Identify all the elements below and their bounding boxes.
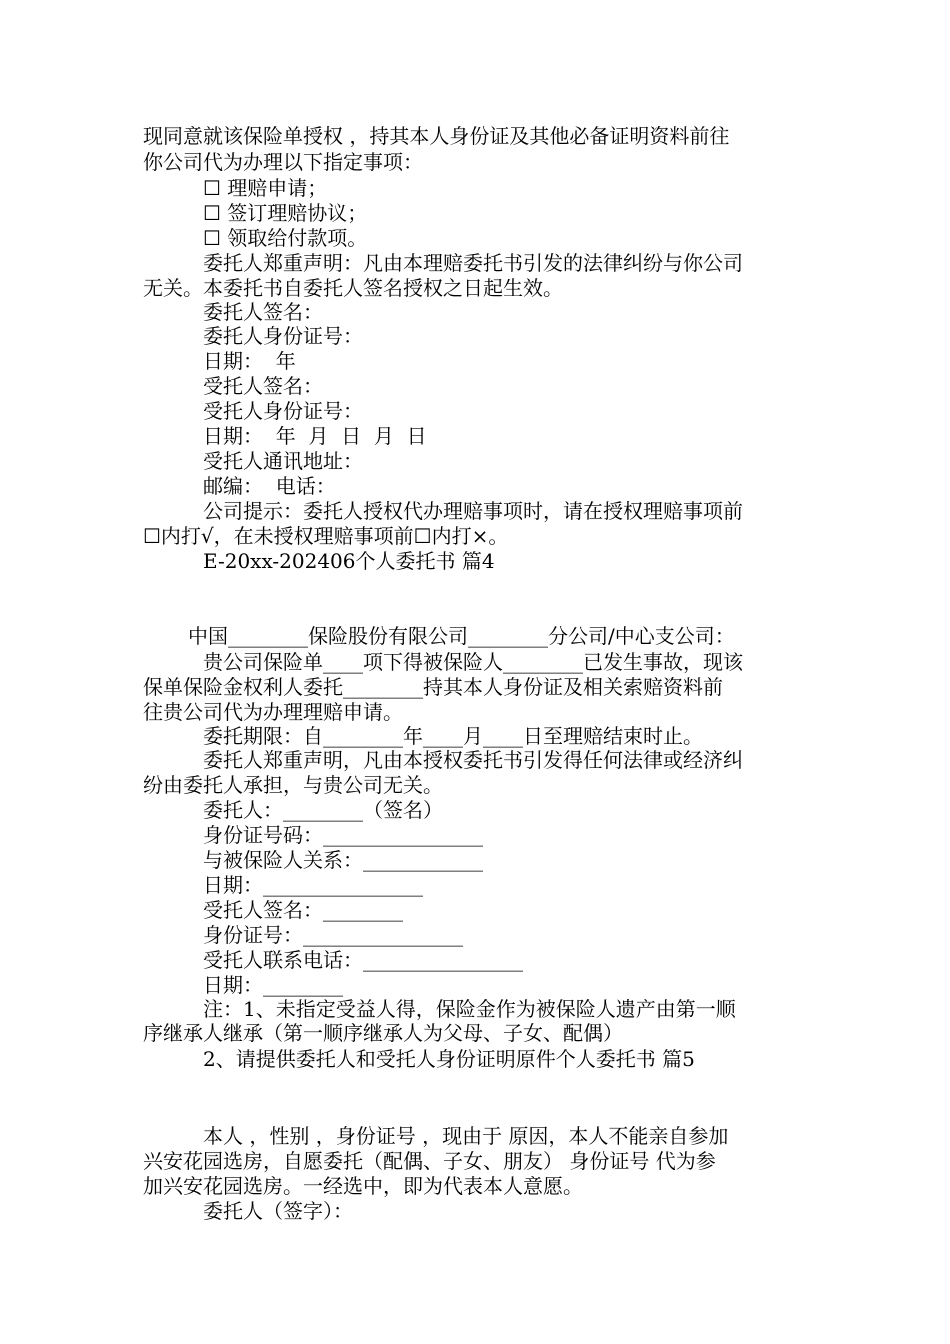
form-field-label: 受托人联系电话：________________ xyxy=(203,948,523,972)
checkbox-item: ☐ 理赔申请； xyxy=(203,176,328,200)
form-field-label: 日期： 年 月 日 月 日 xyxy=(203,424,427,448)
text-line: 公司提示：委托人授权代办理赔事项时，请在授权理赔事项前 xyxy=(203,499,743,523)
form-field-label: 受托人通讯地址： xyxy=(203,449,363,473)
form-field-label: 委托人签名： xyxy=(203,300,323,324)
text-line: 兴安花园选房，自愿委托（配偶、子女、朋友） 身份证号 代为参 xyxy=(143,1149,716,1173)
text-line: 保单保险金权利人委托________持其本人身份证及相关索赔资料前 xyxy=(143,675,723,699)
form-field-label: 日期：________ xyxy=(203,973,343,997)
text-line: 委托人郑重声明：凡由本理赔委托书引发的法律纠纷与你公司 xyxy=(203,251,743,275)
text-line: 现同意就该保险单授权 ，持其本人身份证及其他必备证明资料前往 xyxy=(143,124,730,148)
form-field-label: 日期：________________ xyxy=(203,873,423,897)
text-line: 纷由委托人承担，与贵公司无关。 xyxy=(143,773,443,797)
note-line: 序继承人继承（第一顺序继承人为父母、子女、配偶） xyxy=(143,1021,623,1045)
form-field-label: 日期： 年 xyxy=(203,349,296,373)
text-line: 贵公司保险单____项下得被保险人________已发生事故，现该 xyxy=(203,650,743,674)
form-field-label: 受托人签名：________ xyxy=(203,898,403,922)
form-field-label: 身份证号：________________ xyxy=(203,923,463,947)
form-field-label: 受托人签名： xyxy=(203,374,323,398)
form-field-label: 委托人（签字）： xyxy=(203,1199,353,1223)
form-field-label: 与被保险人关系：____________ xyxy=(203,848,483,872)
form-field-label: 委托人身份证号： xyxy=(203,324,363,348)
text-line: 委托人郑重声明，凡由本授权委托书引发得任何法律或经济纠 xyxy=(203,748,743,772)
text-line: ☐内打√，在未授权理赔事项前☐内打×。 xyxy=(143,524,509,548)
text-line: 本人 ，性别 ，身份证号 ，现由于 原因，本人不能亲自参加 xyxy=(203,1124,729,1148)
text-line: 委托期限：自________年____月____日至理赔结束时止。 xyxy=(203,724,703,748)
text-line: 无关。本委托书自委托人签名授权之日起生效。 xyxy=(143,276,563,300)
checkbox-item: ☐ 领取给付款项。 xyxy=(203,226,368,250)
section-heading: 2、请提供委托人和受托人身份证明原件个人委托书 篇5 xyxy=(203,1047,695,1071)
checkbox-item: ☐ 签订理赔协议； xyxy=(203,201,368,225)
text-line: 加兴安花园选房。一经选中，即为代表本人意愿。 xyxy=(143,1174,583,1198)
form-field-label: 受托人身份证号： xyxy=(203,399,363,423)
text-line: 你公司代为办理以下指定事项： xyxy=(143,150,423,174)
form-field-label: 身份证号码：________________ xyxy=(203,823,483,847)
text-line: 往贵公司代为办理理赔申请。 xyxy=(143,700,403,724)
salutation-line: 中国________保险股份有限公司________分公司/中心支公司： xyxy=(188,624,735,648)
form-field-label: 委托人：________（签名） xyxy=(203,798,443,822)
section-heading: E-20xx-202406个人委托书 篇4 xyxy=(203,549,495,573)
form-field-label: 邮编： 电话： xyxy=(203,474,336,498)
note-line: 注：1、未指定受益人得，保险金作为被保险人遗产由第一顺 xyxy=(203,997,736,1021)
